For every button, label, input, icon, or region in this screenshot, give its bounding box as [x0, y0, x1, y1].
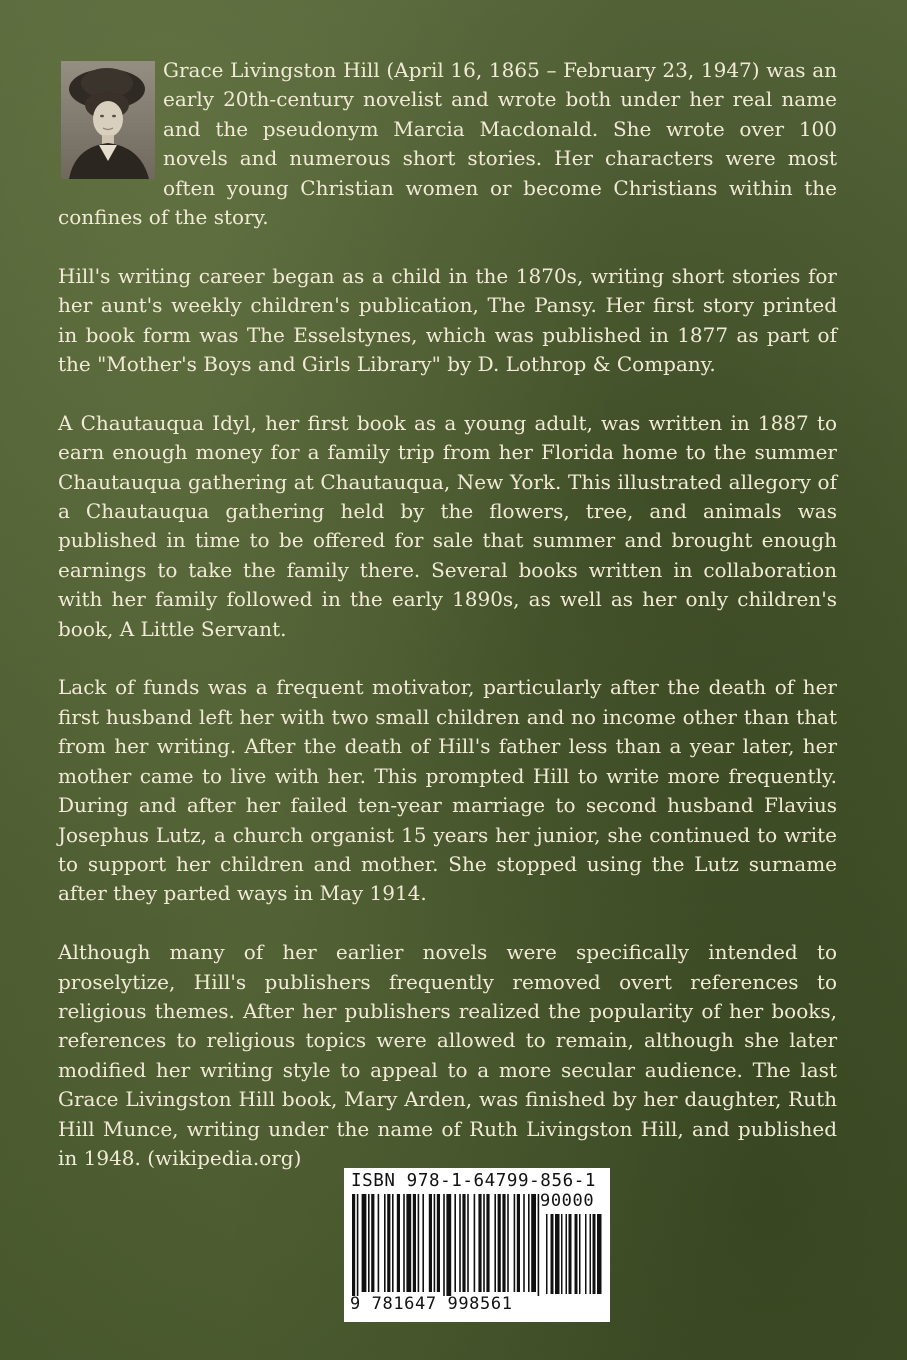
bio-paragraph-2: Hill's writing career began as a child in the 1870s, writing short stories for her aunt's weekly children's publication, The Pansy. Her first story printed in book form was The Esselstynes, which was published in 1877 as part of the "Mother's Boys and Girls Library" by D. Lothrop & Company. — [58, 263, 837, 377]
isbn-barcode — [344, 1168, 610, 1322]
bio-paragraph-1-text: Grace Livingston Hill (April 16, 1865 – February 23, 1947) was an early 20th-century novelist and wrote both under her real name and the pseudonym Marcia Macdonald. She wrote over 100 novels and numerous short stories. Her characters were most often young Christian women or become Christians within the confines of the story. — [58, 58, 837, 230]
price-code: 90000 — [540, 1191, 595, 1211]
bio-paragraph-1 — [58, 56, 837, 232]
ean-digits: 9 781647 998561 — [350, 1294, 513, 1314]
bio-paragraph-5: Although many of her earlier novels were specifically intended to proselytize, Hill's publishers frequently removed overt references to religious themes. After her publishers realized the popularity of her books, references to religious topics were allowed to remain, although she later modified her writing style to appeal to a more secular audience. The last Grace Livingston Hill book, Mary Arden, was finished by her daughter, Ruth Hill Munce, writing under the name of Ruth Livingston Hill, and published in 1948. (wikipedia.org) — [58, 940, 837, 1170]
barcode-bars-icon — [348, 1192, 608, 1296]
author-portrait — [61, 61, 155, 179]
bio-paragraph-4: Lack of funds was a frequent motivator, particularly after the death of her first husband left her with two small children and no income other than that from her writing. After the death of Hill's father less than a year later, her mother came to live with her. This prompted Hill to write more frequently. During and after her failed ten-year marriage to second husband Flavius Josephus Lutz, a church organist 15 years her junior, she continued to write to support her children and mother. She stopped using the Lutz surname after they parted ways in May 1914. — [58, 675, 837, 906]
portrait-photo-icon — [61, 61, 155, 179]
author-biography — [58, 56, 837, 1203]
bio-paragraph-3: A Chautauqua Idyl, her first book as a young adult, was written in 1887 to earn enough money for a family trip from her Florida home to the summer Chautauqua gathering at Chautauqua, New York. This illustrated allegory of a Chautauqua gathering held by the flowers, tree, and animals was published in time to be offered for sale that summer and brought enough earnings to take the family there. Several books written in collaboration with her family followed in the early 1890s, as well as her only children's book, A Little Servant. — [58, 410, 837, 641]
isbn-label: ISBN 978-1-64799-856-1 — [351, 1171, 596, 1191]
